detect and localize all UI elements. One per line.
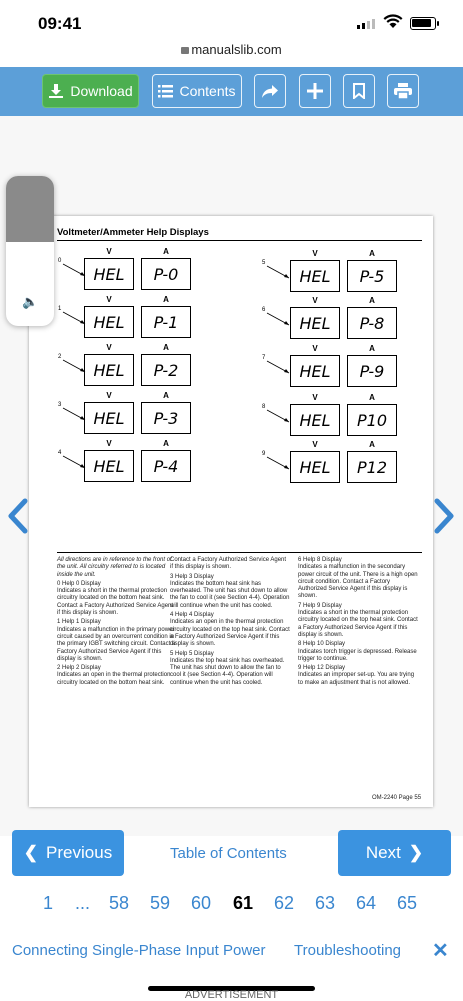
text-column-3 bbox=[298, 557, 418, 687]
voltmeter-display: HEL bbox=[290, 307, 340, 339]
help-text: Indicates a short in the thermal protection circuitry located on the bottom heat sink. Contact a Factory Authorized Service Agent if this display is shown. bbox=[57, 588, 174, 617]
help-heading: 3 Help 3 Display bbox=[170, 573, 214, 580]
ammeter-display: P-3 bbox=[141, 402, 191, 434]
display-number: 9 bbox=[262, 451, 266, 457]
previous-label: Previous bbox=[46, 843, 113, 862]
chevron-right-icon: ❯ bbox=[408, 843, 424, 862]
help-heading: 0 Help 0 Display bbox=[57, 580, 101, 587]
help-text: Indicates an open in the thermal protection circuitry located on the bottom heat sink. bbox=[57, 672, 171, 686]
wifi-icon bbox=[383, 14, 403, 29]
help-text: Indicates the bottom heat sink has overheated. The unit has shut down to allow the fan to cool it (see Section 4-4). Operation will continue when the unit has cooled. bbox=[170, 580, 290, 609]
volume-level bbox=[6, 176, 54, 242]
pointer-arrow bbox=[61, 310, 91, 330]
current-page: 61 bbox=[233, 893, 254, 913]
volt-label: V bbox=[312, 393, 318, 402]
display-number: 5 bbox=[262, 260, 266, 266]
bookmark-icon bbox=[353, 83, 365, 99]
toolbar bbox=[0, 67, 463, 116]
display-number: 8 bbox=[262, 404, 266, 410]
url-text: manualslib.com bbox=[191, 42, 282, 57]
volt-label: V bbox=[106, 295, 112, 304]
add-button[interactable] bbox=[299, 74, 331, 108]
divider bbox=[57, 240, 422, 241]
volt-label: V bbox=[312, 344, 318, 353]
lock-icon bbox=[181, 47, 189, 54]
contents-label: Contents bbox=[179, 83, 236, 99]
ammeter-display: P-1 bbox=[141, 306, 191, 338]
plus-icon bbox=[307, 83, 323, 99]
next-section-link[interactable]: Troubleshooting bbox=[294, 942, 402, 959]
advertisement-label: ADVERTISEMENT bbox=[184, 989, 279, 1001]
voltmeter-display: HEL bbox=[290, 451, 340, 483]
previous-button[interactable] bbox=[12, 830, 124, 876]
display-number: 7 bbox=[262, 355, 266, 361]
page-link[interactable]: 1 bbox=[43, 893, 54, 913]
page-link[interactable]: 58 bbox=[109, 893, 130, 913]
note-text: All directions are in reference to the front of the unit. All circuitry referred to is located inside the unit. bbox=[57, 557, 172, 578]
amp-label: A bbox=[163, 439, 169, 448]
close-icon[interactable]: ✕ bbox=[432, 940, 449, 962]
download-icon bbox=[48, 83, 64, 99]
signal-icon bbox=[357, 19, 375, 29]
ammeter-display: P-0 bbox=[141, 258, 191, 290]
amp-label: A bbox=[369, 249, 375, 258]
amp-label: A bbox=[369, 393, 375, 402]
help-heading: 8 Help 10 Display bbox=[298, 641, 346, 648]
pointer-arrow bbox=[265, 264, 295, 284]
volume-hud bbox=[6, 176, 54, 326]
page-link[interactable]: 60 bbox=[191, 893, 212, 913]
pointer-arrow bbox=[265, 408, 295, 428]
page-link[interactable]: 64 bbox=[356, 893, 377, 913]
amp-label: A bbox=[369, 344, 375, 353]
help-heading: 4 Help 4 Display bbox=[170, 612, 214, 619]
help-heading: 6 Help 8 Display bbox=[298, 557, 342, 563]
text-column-2 bbox=[170, 557, 290, 687]
volt-label: V bbox=[312, 440, 318, 449]
display-number: 2 bbox=[58, 354, 62, 360]
pointer-arrow bbox=[61, 358, 91, 378]
amp-label: A bbox=[163, 343, 169, 352]
display-number: 3 bbox=[58, 402, 62, 408]
share-icon bbox=[261, 83, 279, 99]
amp-label: A bbox=[163, 295, 169, 304]
page-title: Voltmeter/Ammeter Help Displays bbox=[57, 227, 209, 238]
download-label: Download bbox=[70, 83, 133, 99]
volt-label: V bbox=[106, 247, 112, 256]
help-heading: 2 Help 2 Display bbox=[57, 665, 101, 672]
voltmeter-display: HEL bbox=[84, 402, 134, 434]
amp-label: A bbox=[163, 247, 169, 256]
voltmeter-display: HEL bbox=[290, 355, 340, 387]
display-number: 1 bbox=[58, 306, 62, 312]
help-text: Indicates a malfunction in the secondary power circuit of the unit. There is a high open circuit condition. Contact a Factory Authorized Service Agent if this display is shown. bbox=[298, 564, 418, 600]
help-text: Indicates a malfunction in the primary power circuit caused by an overcurrent condition in the primary IGBT switching circuit. Contact a Factory Authorized Service Agent if this display is shown. bbox=[57, 626, 176, 662]
amp-label: A bbox=[369, 440, 375, 449]
help-text: Indicates a short in the thermal protection circuitry located on the top heat sink. Contact a Factory Authorized Service Agent if this display is shown. bbox=[298, 610, 418, 638]
help-heading: 7 Help 9 Display bbox=[298, 602, 342, 609]
battery-icon bbox=[410, 17, 436, 30]
ammeter-display: P-9 bbox=[347, 355, 397, 387]
next-page-arrow-icon[interactable] bbox=[432, 498, 456, 534]
list-icon bbox=[158, 85, 173, 98]
speaker-icon: 🔈 bbox=[22, 294, 39, 309]
contents-button[interactable] bbox=[152, 74, 242, 108]
help-text: Contact a Factory Authorized Service Agent if this display is shown. bbox=[170, 557, 287, 571]
display-number: 4 bbox=[58, 450, 62, 456]
page-link[interactable]: 59 bbox=[150, 893, 171, 913]
status-bar bbox=[0, 0, 463, 40]
volt-label: V bbox=[312, 249, 318, 258]
voltmeter-display: HEL bbox=[84, 354, 134, 386]
print-button[interactable] bbox=[387, 74, 419, 108]
volt-label: V bbox=[106, 391, 112, 400]
amp-label: A bbox=[369, 296, 375, 305]
ammeter-display: P-5 bbox=[347, 260, 397, 292]
printer-icon bbox=[394, 83, 412, 99]
display-number: 6 bbox=[262, 307, 266, 313]
page-number: OM-2240 Page 55 bbox=[372, 795, 422, 801]
next-button[interactable] bbox=[338, 830, 451, 876]
next-label: Next bbox=[365, 843, 401, 862]
amp-label: A bbox=[163, 391, 169, 400]
pointer-arrow bbox=[265, 359, 295, 379]
download-button[interactable] bbox=[42, 74, 139, 108]
help-text: Indicates torch trigger is depressed. Release trigger to continue. bbox=[298, 648, 417, 662]
text-column-1 bbox=[57, 557, 177, 687]
voltmeter-display: HEL bbox=[84, 450, 134, 482]
voltmeter-display: HEL bbox=[84, 258, 134, 290]
ammeter-display: P-2 bbox=[141, 354, 191, 386]
previous-section-link[interactable]: Connecting Single-Phase Input Power bbox=[12, 942, 266, 959]
help-heading: 1 Help 1 Display bbox=[57, 619, 101, 626]
share-button[interactable] bbox=[254, 74, 286, 108]
page-link[interactable]: 65 bbox=[397, 893, 418, 913]
pointer-arrow bbox=[265, 455, 295, 475]
volt-label: V bbox=[106, 439, 112, 448]
chevron-left-icon: ❮ bbox=[23, 843, 39, 862]
help-text: Indicates an open in the thermal protection circuitry located on the top heat sink. Contact a Factory Authorized Service Agent if this display is shown. bbox=[170, 619, 290, 648]
pointer-arrow bbox=[265, 311, 295, 331]
bookmark-button[interactable] bbox=[343, 74, 375, 108]
help-text: Indicates an improper set-up. You are trying to make an adjustment that is not allowed. bbox=[298, 672, 415, 686]
page-link[interactable]: 62 bbox=[274, 893, 295, 913]
help-heading: 5 Help 5 Display bbox=[170, 650, 214, 657]
help-text: Indicates the top heat sink has overheated. The unit has shut down to allow the fan to cool it (see Section 4-4). Operation will continue when the unit has cooled. bbox=[170, 657, 285, 686]
page-link[interactable]: 63 bbox=[315, 893, 336, 913]
pointer-arrow bbox=[61, 454, 91, 474]
voltmeter-display: HEL bbox=[290, 260, 340, 292]
voltmeter-display: HEL bbox=[290, 404, 340, 436]
pagination-ellipsis: ... bbox=[75, 893, 91, 913]
help-heading: 9 Help 12 Display bbox=[298, 665, 346, 672]
divider bbox=[57, 552, 422, 553]
pointer-arrow bbox=[61, 406, 91, 426]
table-of-contents-link[interactable]: Table of Contents bbox=[170, 845, 287, 862]
pointer-arrow bbox=[61, 262, 91, 282]
previous-page-arrow-icon[interactable] bbox=[6, 498, 30, 534]
display-number: 0 bbox=[58, 258, 62, 264]
ammeter-display: P10 bbox=[347, 404, 397, 436]
ammeter-display: P12 bbox=[347, 451, 397, 483]
clock: 09:41 bbox=[38, 14, 82, 33]
ammeter-display: P-8 bbox=[347, 307, 397, 339]
address-bar[interactable] bbox=[0, 42, 463, 57]
volt-label: V bbox=[106, 343, 112, 352]
volt-label: V bbox=[312, 296, 318, 305]
ammeter-display: P-4 bbox=[141, 450, 191, 482]
voltmeter-display: HEL bbox=[84, 306, 134, 338]
